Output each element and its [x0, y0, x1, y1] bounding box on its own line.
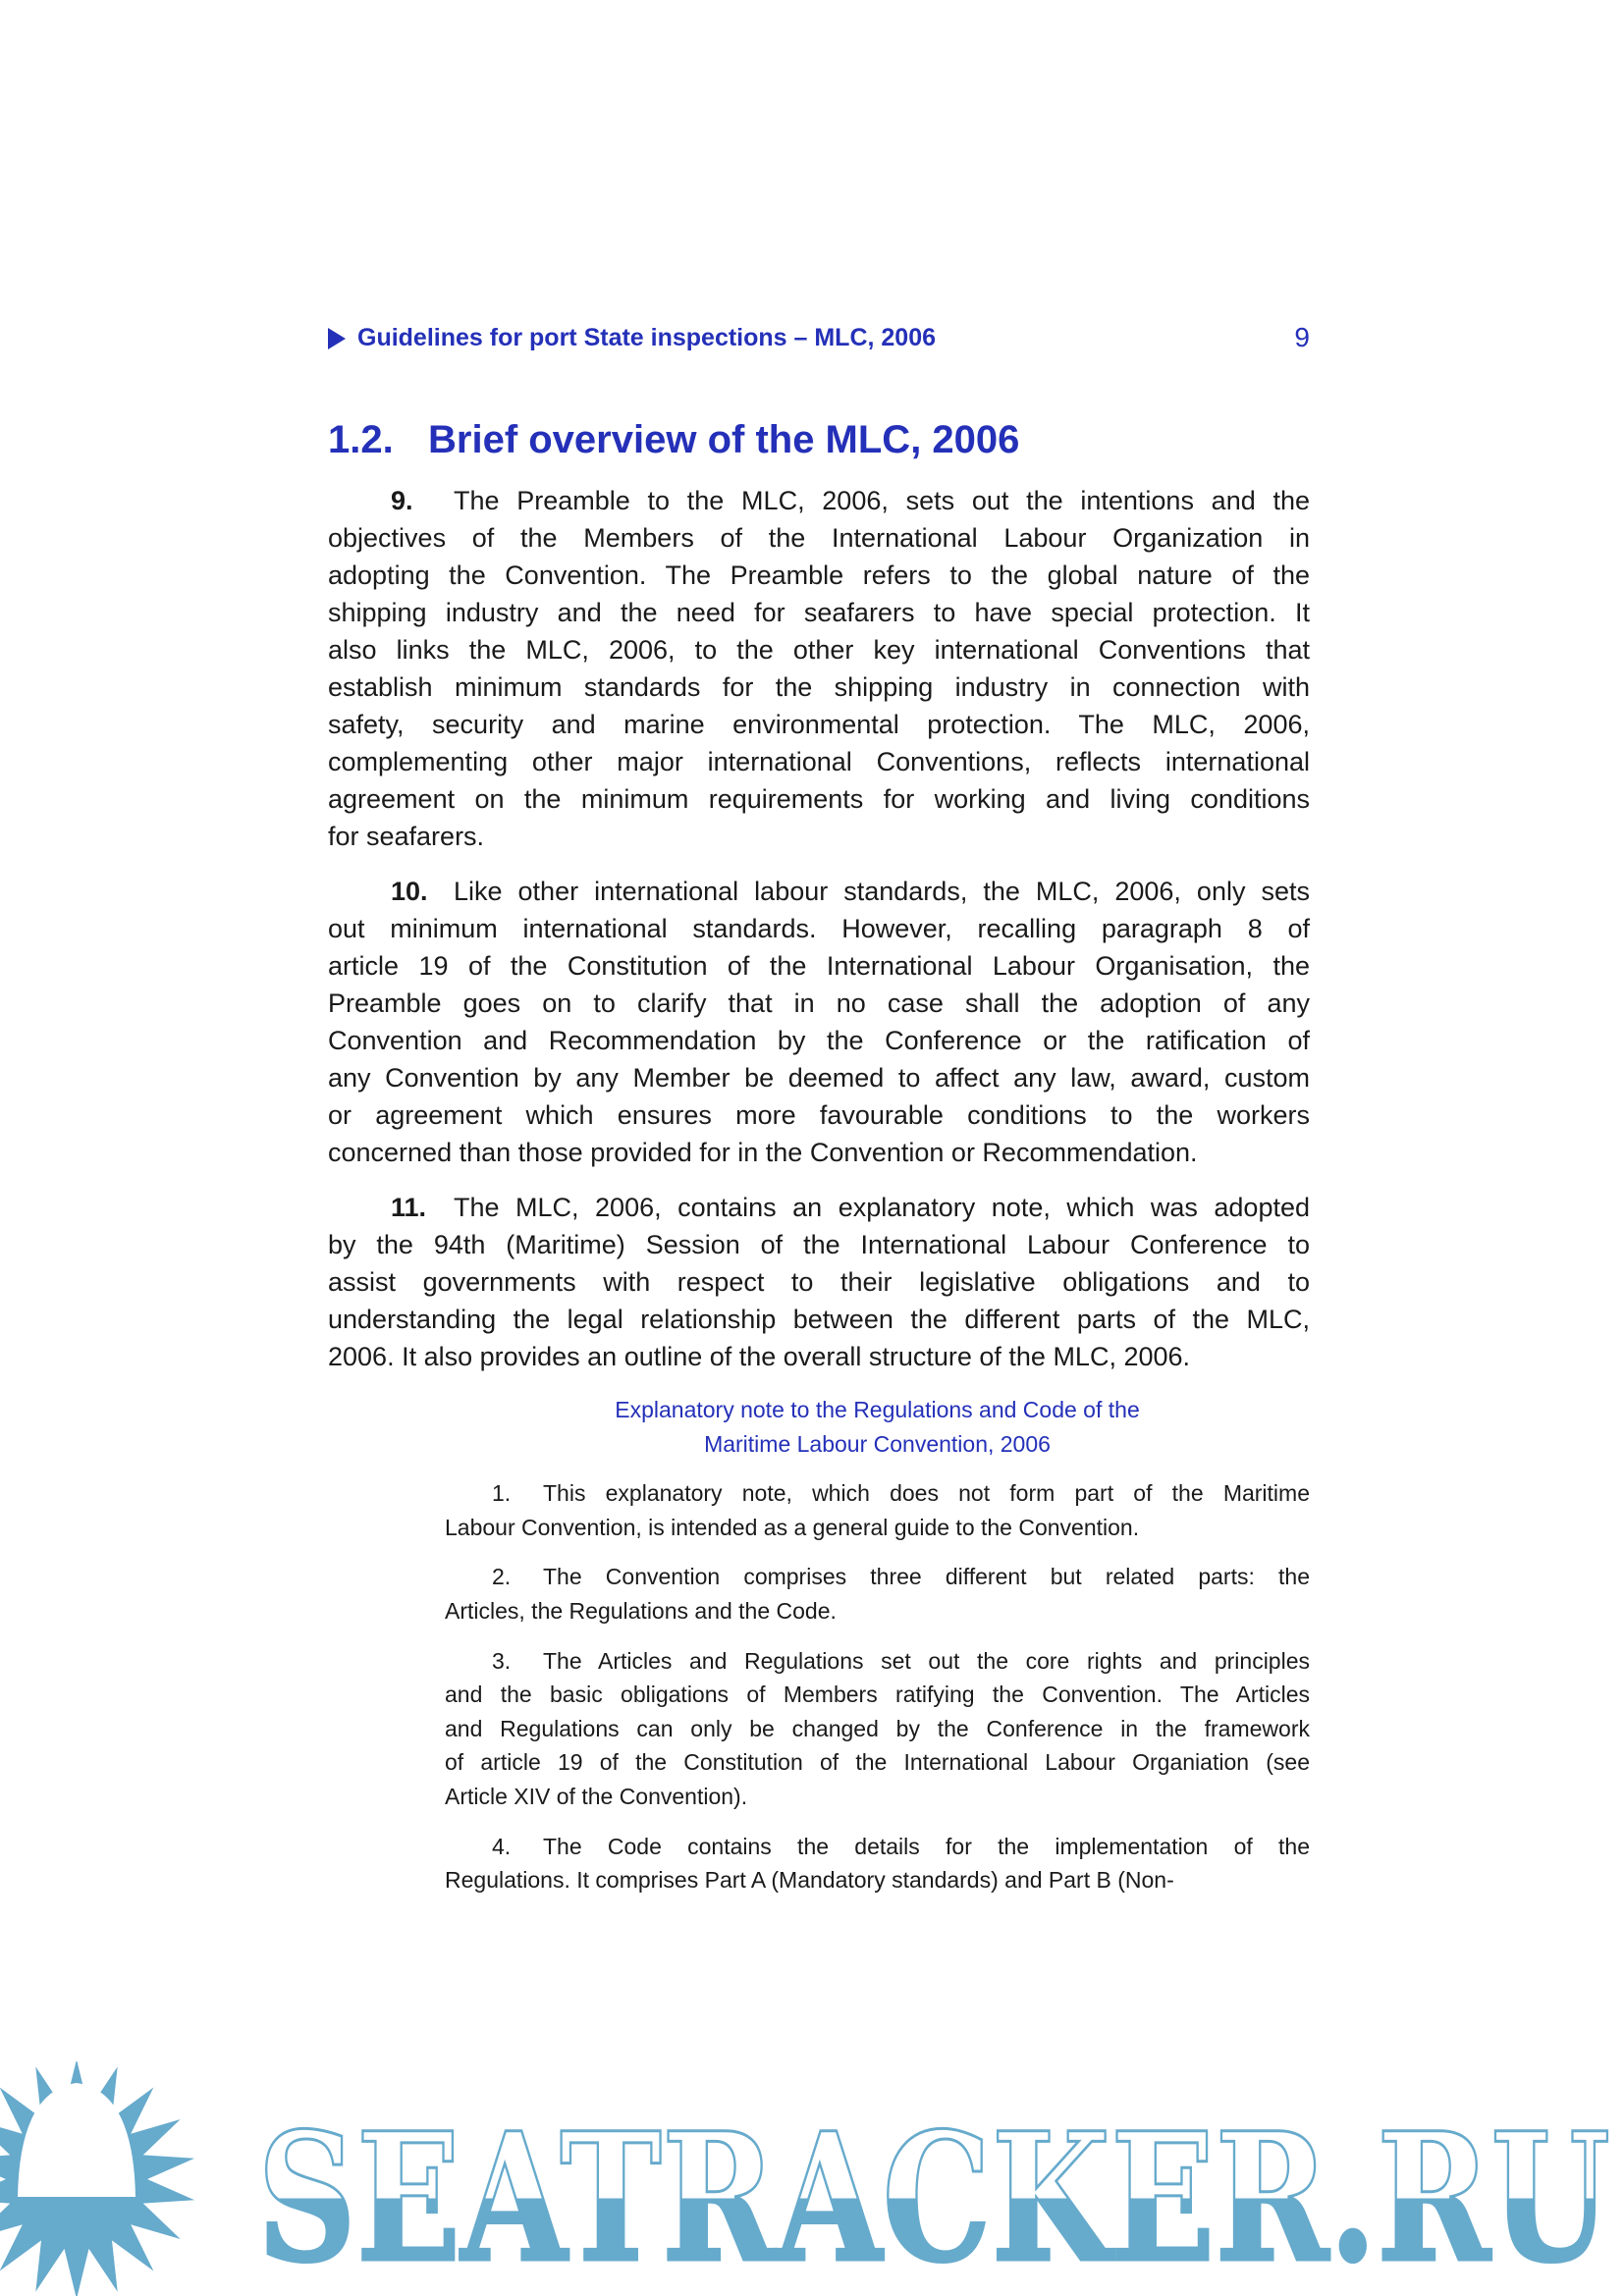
body-text [328, 482, 1310, 1913]
line-text: complementing other major international Conventions, reflects international [328, 747, 1310, 776]
text-line [328, 1263, 1310, 1301]
paragraph-number: 2. [492, 1564, 512, 1590]
line-text: Convention and Recommendation by the Conference or the ratification of [328, 1026, 1310, 1055]
line-text: and Regulations can only be changed by the Conference in the framework [445, 1715, 1310, 1741]
line-text: establish minimum standards for the shipping industry in connection with [328, 672, 1310, 702]
line-text: 2006. It also provides an outline of the overall structure of the MLC, 2006. [328, 1342, 1191, 1371]
line-text: by the 94th (Maritime) Session of the International Labour Conference to [328, 1230, 1310, 1259]
line-text: objectives of the Members of the International Labour Organization in [328, 523, 1310, 553]
text-line [328, 1134, 1310, 1171]
text-line [328, 947, 1310, 985]
text-line [328, 780, 1310, 818]
line-text: shipping industry and the need for seafarers to have special protection. It [328, 598, 1310, 627]
line-text: The Convention comprises three different but related parts: the [543, 1564, 1310, 1590]
text-line [328, 482, 1310, 519]
text-line [328, 1189, 1310, 1226]
header-title: Guidelines for port State inspections – MLC, 2006 [357, 324, 937, 351]
paragraph-number: 11. [391, 1193, 427, 1222]
line-text: Article XIV of the Convention). [445, 1783, 748, 1809]
text-line [328, 985, 1310, 1022]
line-text: any Convention by any Member be deemed to affect any law, award, custom [328, 1063, 1310, 1093]
text-line [445, 1780, 1310, 1814]
line-text: Like other international labour standards, the MLC, 2006, only sets [454, 877, 1310, 906]
text-line [328, 1022, 1310, 1059]
text-line [445, 1830, 1310, 1864]
line-text: safety, security and marine environmental protection. The MLC, 2006, [328, 710, 1310, 739]
paragraph-number: 10. [391, 877, 428, 906]
text-line [328, 668, 1310, 706]
line-text: agreement on the minimum requirements for working and living conditions [328, 784, 1310, 814]
paragraph-number: 9. [391, 486, 413, 515]
text-line [328, 910, 1310, 947]
section-number: 1.2. [328, 418, 394, 461]
text-line [328, 706, 1310, 743]
line-text: concerned than those provided for in the Convention or Recommendation. [328, 1138, 1198, 1167]
text-line [328, 1059, 1310, 1096]
paragraph-number: 4. [492, 1833, 512, 1859]
text-line [328, 557, 1310, 594]
line-text: Articles, the Regulations and the Code. [445, 1597, 837, 1624]
paragraph [328, 873, 1310, 1171]
text-line [445, 1560, 1310, 1594]
text-line [328, 873, 1310, 910]
text-line [328, 1301, 1310, 1338]
line-text: of article 19 of the Constitution of the International Labour Organiation (see [445, 1749, 1310, 1776]
line-text: The MLC, 2006, contains an explanatory note, which was adopted [454, 1193, 1310, 1222]
paragraph [328, 1189, 1310, 1375]
text-line [445, 1712, 1310, 1746]
text-line [328, 1338, 1310, 1375]
line-text: This explanatory note, which does not form part of the Maritime [543, 1480, 1310, 1507]
text-line [328, 743, 1310, 780]
text-line [328, 519, 1310, 557]
line-text: The Code contains the details for the implementation of the [543, 1833, 1310, 1859]
text-line [328, 1226, 1310, 1263]
line-text: adopting the Convention. The Preamble refers to the global nature of the [328, 561, 1310, 590]
paragraph-number: 1. [492, 1480, 512, 1507]
page-number: 9 [1294, 322, 1310, 352]
running-header [328, 320, 1310, 355]
line-text: also links the MLC, 2006, to the other key international Conventions that [328, 635, 1310, 665]
text-line [328, 594, 1310, 631]
line-text: article 19 of the Constitution of the International Labour Organisation, the [328, 951, 1310, 981]
section-title: Brief overview of the MLC, 2006 [428, 418, 1020, 461]
text-line [445, 1476, 1310, 1511]
line-text: assist governments with respect to their legislative obligations and to [328, 1267, 1310, 1297]
text-line [328, 631, 1310, 668]
note-title [445, 1393, 1310, 1461]
watermark-text: SEATRACKER.RU [257, 2095, 1610, 2296]
seatracker-watermark-logo [0, 2061, 1624, 2296]
paragraph-number: 3. [492, 1647, 512, 1674]
line-text: for seafarers. [328, 822, 485, 851]
text-line [445, 1863, 1310, 1897]
note-item [445, 1476, 1310, 1544]
section-heading [328, 412, 1019, 467]
text-line [445, 1745, 1310, 1780]
text-line [445, 1644, 1310, 1679]
line-text: out minimum international standards. However, recalling paragraph 8 of [328, 914, 1310, 943]
note-item [445, 1560, 1310, 1628]
line-text: Regulations. It comprises Part A (Mandatory standards) and Part B (Non- [445, 1867, 1174, 1894]
line-text: or agreement which ensures more favourable conditions to the workers [328, 1100, 1310, 1130]
text-line [445, 1678, 1310, 1712]
note-item [445, 1830, 1310, 1897]
text-line [328, 1096, 1310, 1134]
text-line [328, 818, 1310, 855]
line-text: and the basic obligations of Members ratifying the Convention. The Articles [445, 1682, 1310, 1708]
line-text: The Preamble to the MLC, 2006, sets out the intentions and the [454, 486, 1310, 515]
note-title-line: Maritime Labour Convention, 2006 [704, 1430, 1051, 1457]
explanatory-note [445, 1393, 1310, 1897]
triangle-bullet-icon [328, 328, 346, 349]
paragraph [328, 482, 1310, 855]
line-text: The Articles and Regulations set out the core rights and principles [543, 1647, 1310, 1674]
note-title-line: Explanatory note to the Regulations and Code of the [615, 1397, 1140, 1422]
sun-icon [0, 2061, 194, 2296]
text-line [445, 1594, 1310, 1629]
line-text: understanding the legal relationship between the different parts of the MLC, [328, 1305, 1310, 1334]
note-item [445, 1644, 1310, 1814]
line-text: Labour Convention, is intended as a general guide to the Convention. [445, 1514, 1140, 1540]
line-text: Preamble goes on to clarify that in no case shall the adoption of any [328, 988, 1310, 1018]
text-line [445, 1511, 1310, 1545]
